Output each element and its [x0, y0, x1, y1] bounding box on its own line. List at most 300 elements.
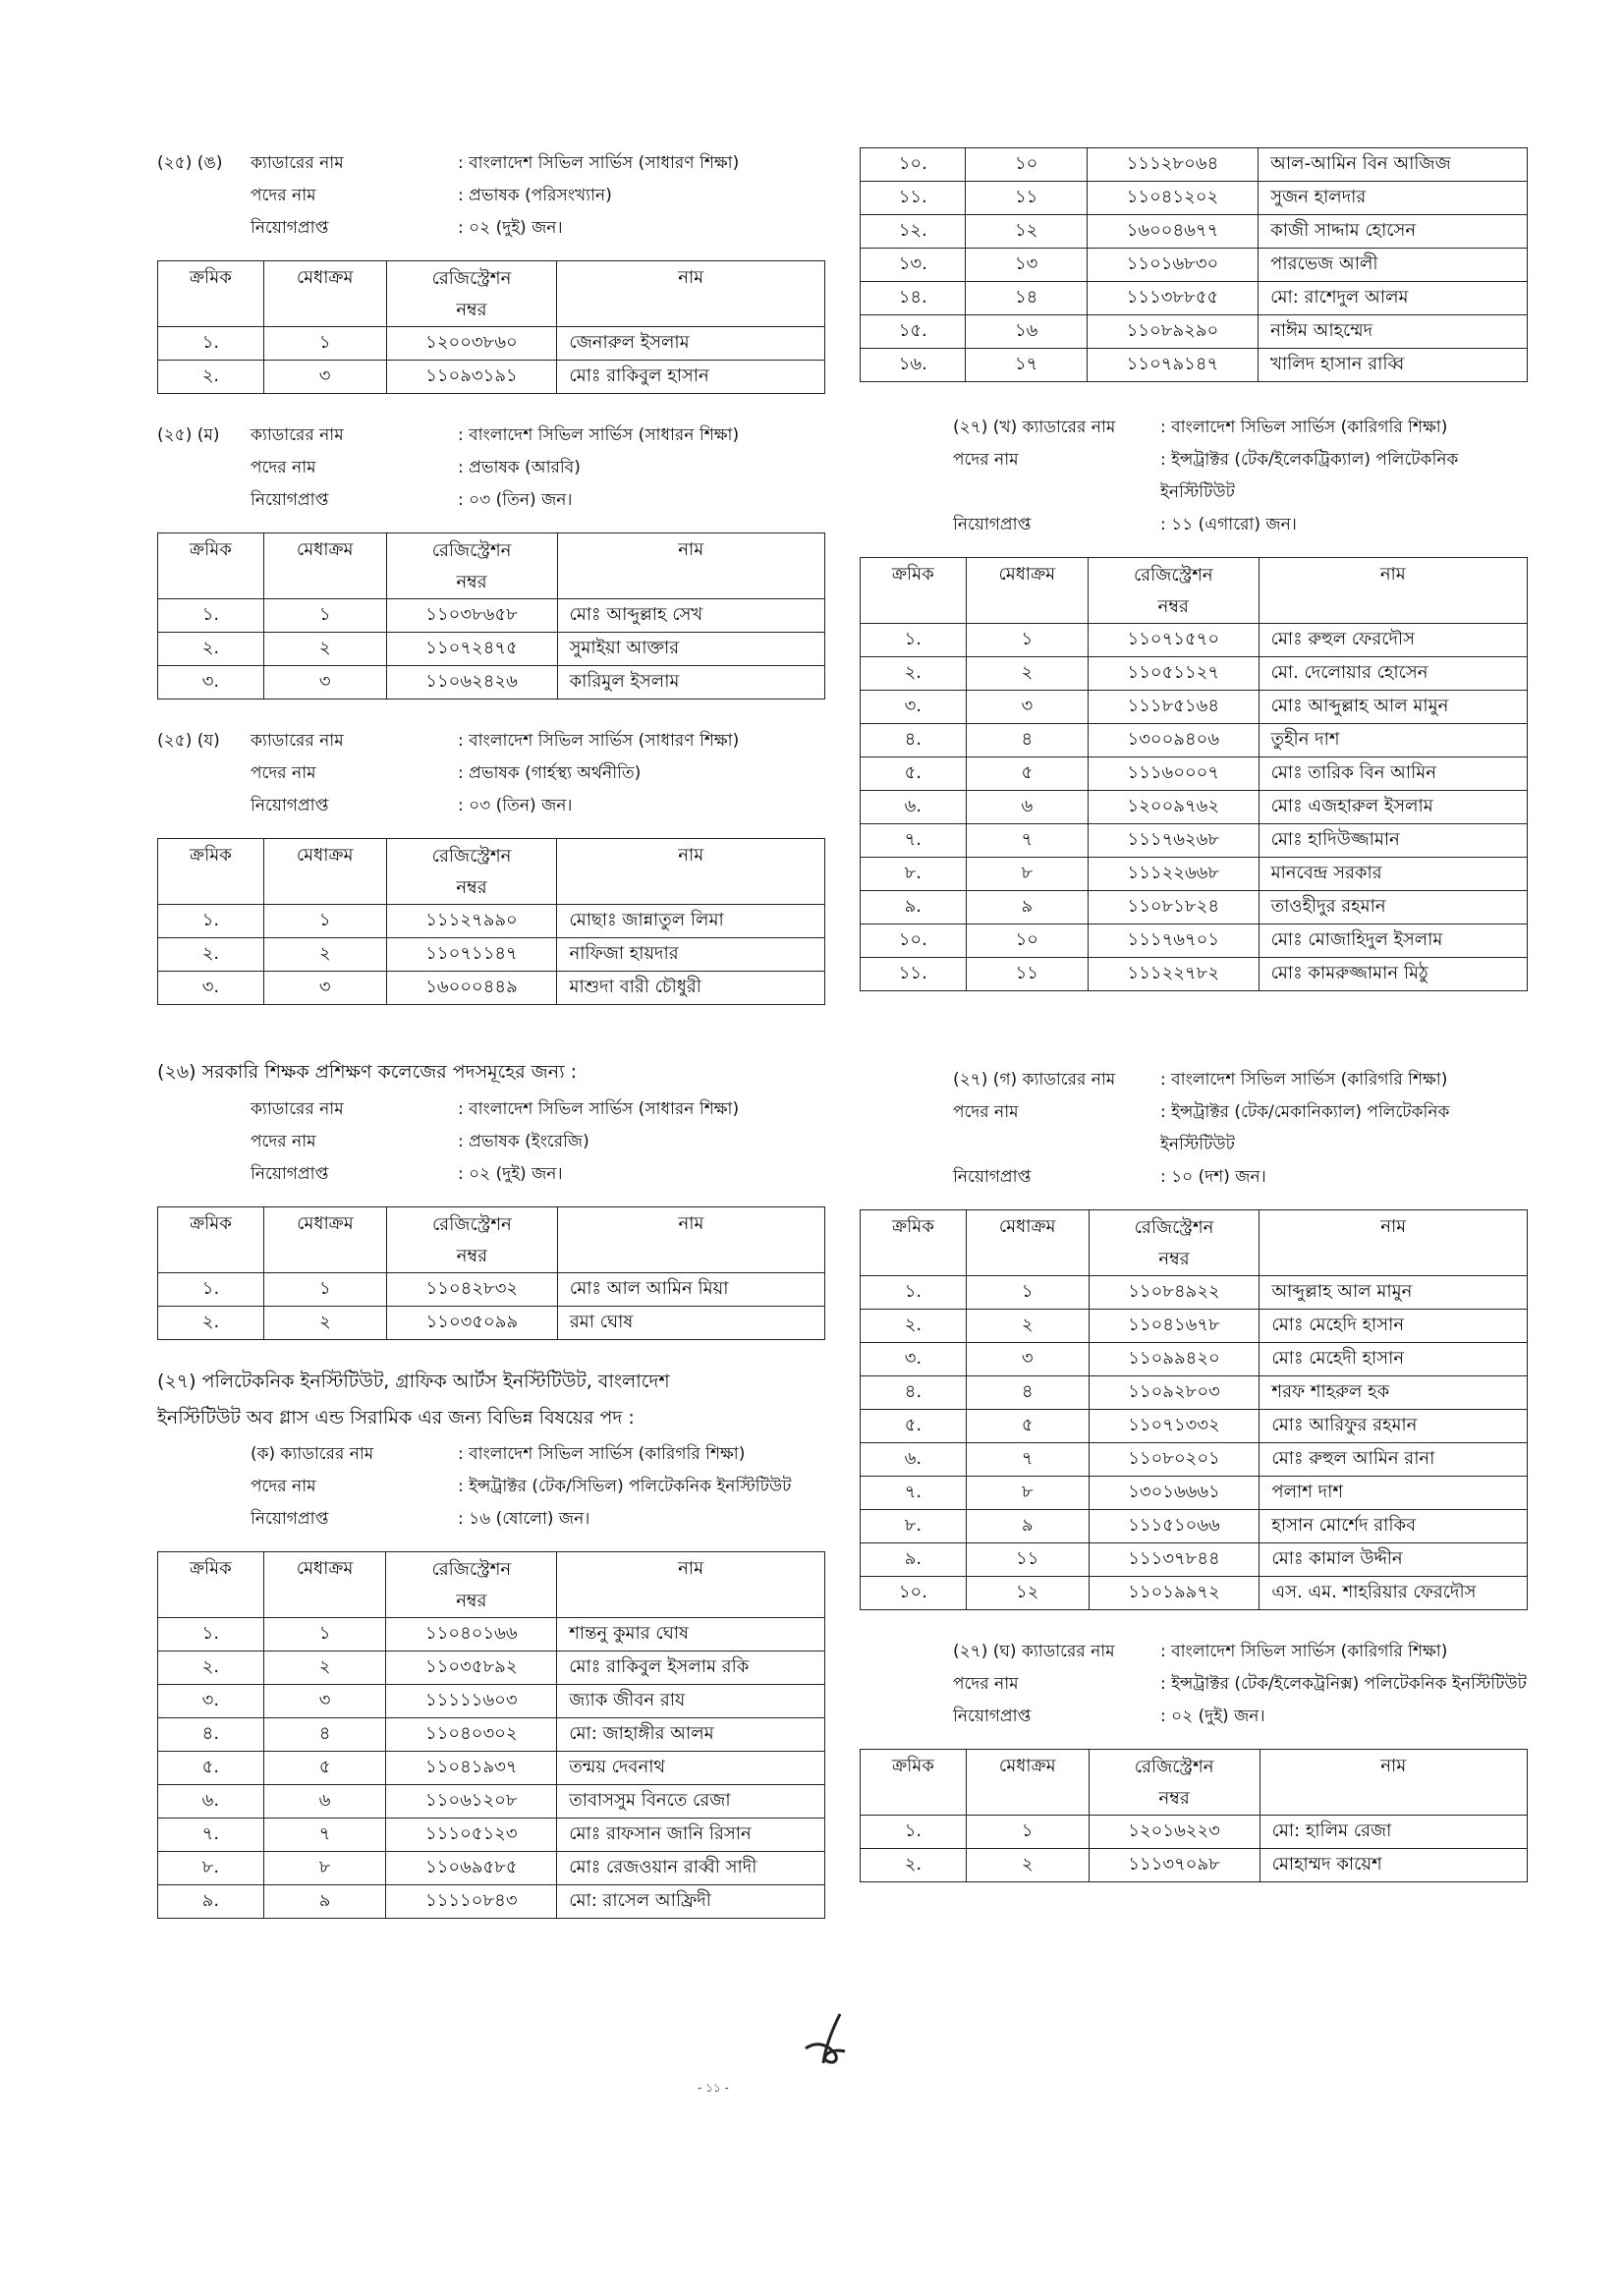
meta-block	[157, 147, 825, 245]
cell-registration: ১২০০৩৮৬০	[386, 327, 557, 361]
table-body	[158, 1618, 825, 1919]
cell-merit: ৩	[966, 691, 1088, 724]
cell-merit: ১১	[966, 182, 1087, 215]
meta-value: : বাংলাদেশ সিভিল সার্ভিস (সাধারণ শিক্ষা)	[458, 153, 740, 173]
cell-registration: ১১১৬০০০৭	[1089, 757, 1260, 791]
cell-registration: ১১০৬৯৫৮৫	[386, 1852, 557, 1885]
cell-registration: ১১০৩৫৮৯২	[386, 1652, 557, 1685]
cell-serial: ১৫.	[861, 315, 966, 349]
cell-name: তাবাসসুম বিনতে রেজা	[557, 1785, 825, 1819]
cell-merit: ৩	[263, 972, 386, 1005]
header-registration-line-2: নম্বর	[456, 300, 487, 320]
page-number: - ১১ -	[698, 2081, 729, 2095]
header-registration-line-1: রেজিস্ট্রেশন	[1134, 1217, 1214, 1238]
cell-serial: ১১.	[861, 958, 967, 991]
cell-merit: ১	[263, 1618, 386, 1652]
cell-serial: ১১.	[861, 182, 966, 215]
header-registration-line-2: নম্বর	[456, 877, 487, 898]
table-row	[861, 1310, 1528, 1343]
header-merit: মেধাক্রম	[263, 261, 386, 327]
table-header	[861, 1750, 1528, 1816]
meta-value: : প্রভাষক (আরবি)	[458, 458, 581, 477]
meta-label: (২৭) (ঘ) ক্যাডারের নাম	[953, 1642, 1115, 1661]
cell-name: কারিমুল ইসলাম	[557, 666, 824, 700]
cell-serial: ২.	[158, 1652, 264, 1685]
cell-registration: ১৬০০০৪৪৯	[386, 972, 557, 1005]
cell-name: জেনারুল ইসলাম	[557, 327, 825, 361]
meta-label: পদের নাম	[953, 450, 1019, 470]
cell-registration: ১১০৪১৯৩৭	[386, 1752, 557, 1785]
table-row	[158, 1273, 825, 1307]
meta-label: পদের নাম	[953, 1674, 1019, 1694]
table-header	[158, 533, 825, 599]
meta-value: : বাংলাদেশ সিভিল সার্ভিস (সাধারন শিক্ষা)	[458, 1099, 740, 1119]
meta-block	[157, 420, 825, 517]
header-row	[158, 261, 825, 327]
meta-label: নিয়োগপ্রাপ্ত	[251, 1164, 329, 1184]
meta-spacer	[442, 452, 458, 484]
cell-merit: ৪	[966, 724, 1088, 757]
cell-registration: ১১০৭১৩৩২	[1089, 1410, 1260, 1443]
meta-spacer	[442, 180, 458, 212]
table-row	[861, 1343, 1528, 1376]
cell-serial: ৭.	[158, 1819, 264, 1852]
header-merit: মেধাক্রম	[966, 1210, 1089, 1276]
section-code: (২৫) (য)	[157, 731, 220, 751]
cell-name: মোঃ মেহেদি হাসান	[1260, 1310, 1528, 1343]
cell-serial: ৪.	[861, 1376, 967, 1410]
cell-registration: ১১০৪১২০২	[1087, 182, 1258, 215]
cell-name: খালিদ হাসান রাব্বি	[1259, 349, 1528, 382]
cell-serial: ৯.	[158, 1885, 264, 1919]
meta-value: : বাংলাদেশ সিভিল সার্ভিস (সাধারণ শিক্ষা)	[458, 731, 740, 751]
cell-registration: ১১১২২৬৬৮	[1089, 858, 1260, 891]
meta-value: : ০৩ (তিন) জন।	[458, 796, 573, 815]
cell-serial: ৩.	[861, 1343, 967, 1376]
header-name: নাম	[1260, 1210, 1528, 1276]
cell-merit: ২	[966, 1310, 1089, 1343]
cell-merit: ১৬	[966, 315, 1087, 349]
cell-serial: ৩.	[158, 1685, 264, 1718]
meta-block	[157, 1438, 825, 1536]
table-row	[158, 972, 825, 1005]
meta-value: : ০২ (দুই) জন।	[458, 218, 563, 238]
cell-name: মোঃ মেহেদী হাসান	[1260, 1343, 1528, 1376]
meta-spacer	[1145, 1636, 1160, 1668]
header-registration-line-1: রেজিস্ট্রেশন	[1133, 565, 1213, 586]
table-row	[861, 791, 1528, 824]
cell-name: মোঃ রুহুল আমিন রানা	[1260, 1443, 1528, 1477]
cell-registration: ১২০০৯৭৬২	[1089, 791, 1260, 824]
meta-spacer	[442, 484, 458, 517]
results-table	[157, 838, 825, 1005]
cell-serial: ৪.	[158, 1718, 264, 1752]
cell-registration: ১১১৩৮৮৫৫	[1087, 282, 1258, 315]
cell-registration: ১১০১৬৮৩০	[1087, 249, 1258, 282]
cell-merit: ৮	[966, 1477, 1089, 1510]
cell-name: মো: রাশেদুল আলম	[1259, 282, 1528, 315]
cell-registration: ১১০১৯৯৭২	[1089, 1577, 1260, 1610]
table-row	[861, 282, 1528, 315]
meta-label: ক্যাডারের নাম	[251, 1099, 344, 1119]
table-row	[158, 1307, 825, 1340]
section-code	[157, 452, 251, 484]
cell-merit: ১	[966, 1276, 1089, 1310]
meta-block	[860, 412, 1528, 541]
cell-name: আব্দুল্লাহ আল মামুন	[1260, 1276, 1528, 1310]
meta-spacer	[442, 147, 458, 180]
table-row	[861, 215, 1528, 249]
cell-registration: ১৩০১৬৬৬১	[1089, 1477, 1260, 1510]
results-table	[860, 147, 1528, 382]
meta-label: ক্যাডারের নাম	[251, 731, 344, 751]
cell-serial: ১৩.	[861, 249, 966, 282]
cell-name: তাওহীদুর রহমান	[1259, 891, 1527, 924]
header-registration-line-1: রেজিস্ট্রেশন	[432, 1214, 512, 1235]
cell-merit: ৩	[263, 1685, 386, 1718]
cell-registration: ১৬০০৪৬৭৭	[1087, 215, 1258, 249]
cell-serial: ১.	[158, 599, 264, 633]
cell-merit: ১০	[966, 148, 1087, 182]
cell-merit: ৩	[966, 1343, 1089, 1376]
meta-label: নিয়োগপ্রাপ্ত	[251, 1509, 329, 1529]
header-registration-line-2: নম্বর	[1158, 1788, 1190, 1809]
header-row	[861, 1750, 1528, 1816]
header-row	[158, 1552, 825, 1618]
cell-merit: ১	[263, 327, 386, 361]
section-intro-line-2: ইনস্টিটিউট অব গ্লাস এন্ড সিরামিক এর জন্য বিভিন্ন বিষয়ের পদ :	[157, 1407, 635, 1428]
results-table	[860, 557, 1528, 991]
cell-serial: ২.	[158, 361, 264, 394]
cell-name: কাজী সাদ্দাম হোসেন	[1259, 215, 1528, 249]
meta-label: নিয়োগপ্রাপ্ত	[953, 1167, 1032, 1187]
results-table	[860, 1209, 1528, 1610]
header-serial: ক্রমিক	[158, 839, 264, 905]
meta-block	[860, 1636, 1528, 1733]
meta-block	[860, 1064, 1528, 1194]
meta-value: : বাংলাদেশ সিভিল সার্ভিস (কারিগরি শিক্ষা)	[1160, 1642, 1448, 1661]
cell-name: মোঃ রুহুল ফেরদৌস	[1259, 624, 1527, 657]
header-registration	[386, 1207, 557, 1273]
cell-serial: ১.	[861, 624, 967, 657]
meta-spacer	[442, 1503, 458, 1536]
cell-merit: ৪	[263, 1718, 386, 1752]
section-25-u	[157, 147, 825, 394]
table-row	[861, 249, 1528, 282]
cell-serial: ৩.	[158, 666, 264, 700]
section-25-m	[157, 420, 825, 700]
cell-serial: ৮.	[861, 858, 967, 891]
section-code	[860, 1636, 953, 1668]
cell-merit: ২	[263, 633, 386, 666]
section-25-y	[157, 725, 825, 1005]
cell-serial: ৭.	[861, 824, 967, 858]
header-registration	[386, 261, 557, 327]
header-row	[158, 1207, 825, 1273]
cell-registration: ১১০৭১৫৭০	[1089, 624, 1260, 657]
table-row	[861, 624, 1528, 657]
cell-registration: ১১০৮৪৯২২	[1089, 1276, 1260, 1310]
meta-spacer	[1145, 1701, 1160, 1733]
meta-value: : বাংলাদেশ সিভিল সার্ভিস (কারিগরি শিক্ষা)	[458, 1444, 746, 1464]
meta-spacer	[442, 725, 458, 757]
table-row	[158, 1785, 825, 1819]
table-row	[861, 1510, 1528, 1543]
table-row	[861, 1410, 1528, 1443]
header-serial: ক্রমিক	[158, 1552, 264, 1618]
cell-serial: ১০.	[861, 148, 966, 182]
cell-serial: ১.	[158, 327, 264, 361]
cell-serial: ২.	[158, 938, 264, 972]
header-merit: মেধাক্রম	[966, 1750, 1089, 1816]
meta-block	[157, 1093, 825, 1191]
header-registration-line-1: রেজিস্ট্রেশন	[431, 268, 512, 289]
cell-name: শরফ শাহরুল হক	[1260, 1376, 1528, 1410]
header-row	[861, 1210, 1528, 1276]
meta-spacer	[1145, 1161, 1160, 1194]
meta-label: পদের নাম	[251, 1132, 316, 1151]
meta-label: (২৭) (গ) ক্যাডারের নাম	[953, 1070, 1116, 1090]
table-row	[158, 1652, 825, 1685]
meta-spacer	[442, 790, 458, 822]
table-header	[158, 261, 825, 327]
section-code	[860, 1668, 953, 1701]
cell-name: মো: রাসেল আফ্রিদী	[557, 1885, 825, 1919]
cell-name: মোঃ রাকিবুল হাসান	[557, 361, 825, 394]
section-code	[157, 1438, 251, 1471]
meta-value: : ইন্সট্রাক্টর (টেক/ইলেকট্রনিক্স) পলিটেকনিক ইনস্টিটিউট	[1160, 1674, 1527, 1694]
cell-serial: ৭.	[861, 1477, 967, 1510]
header-registration-line-2: নম্বর	[1157, 596, 1189, 617]
cell-registration: ১১১২৮০৬৪	[1087, 148, 1258, 182]
table-row	[158, 1685, 825, 1718]
header-serial: ক্রমিক	[158, 533, 264, 599]
header-merit: মেধাক্রম	[263, 1552, 386, 1618]
cell-name: মোঃ আল আমিন মিয়া	[557, 1273, 824, 1307]
section-intro-line-1: (২৭) পলিটেকনিক ইনস্টিটিউট, গ্রাফিক আর্টস ইনস্টিটিউট, বাংলাদেশ	[157, 1371, 670, 1392]
meta-value: : ১১ (এগারো) জন।	[1160, 515, 1297, 534]
meta-value: : ০২ (দুই) জন।	[1160, 1707, 1265, 1726]
cell-registration: ১১১৭৬৭০১	[1089, 924, 1260, 958]
cell-serial: ৩.	[158, 972, 264, 1005]
section-code	[860, 444, 953, 509]
cell-serial: ৬.	[861, 791, 967, 824]
table-row	[861, 924, 1528, 958]
cell-merit: ২	[966, 1849, 1089, 1882]
header-serial: ক্রমিক	[158, 261, 264, 327]
meta-value: : বাংলাদেশ সিভিল সার্ভিস (সাধারন শিক্ষা)	[458, 425, 740, 445]
section-code	[157, 790, 251, 822]
meta-value: : ১৬ (ষোলো) জন।	[458, 1509, 590, 1529]
cell-name: আল-আমিন বিন আজিজ	[1259, 148, 1528, 182]
section-27-g	[860, 1064, 1528, 1610]
header-name: নাম	[557, 261, 825, 327]
cell-serial: ৮.	[158, 1852, 264, 1885]
cell-registration: ১১০৮১৮২৪	[1089, 891, 1260, 924]
cell-merit: ৮	[263, 1852, 386, 1885]
cell-serial: ১.	[861, 1276, 967, 1310]
section-code	[157, 1158, 251, 1191]
header-serial: ক্রমিক	[861, 1750, 967, 1816]
table-row	[861, 691, 1528, 724]
cell-merit: ৫	[966, 1410, 1089, 1443]
cell-serial: ৪.	[861, 724, 967, 757]
results-table	[860, 1749, 1528, 1882]
meta-block	[157, 725, 825, 822]
cell-merit: ৯	[966, 1510, 1089, 1543]
cell-name: মোঃ আব্দুল্লাহ সেখ	[557, 599, 824, 633]
meta-label: নিয়োগপ্রাপ্ত	[953, 515, 1032, 534]
table-row	[158, 1819, 825, 1852]
table-row	[861, 757, 1528, 791]
section-27-gh	[860, 1636, 1528, 1882]
table-row	[861, 1849, 1528, 1882]
table-row	[861, 1816, 1528, 1849]
meta-spacer	[442, 1158, 458, 1191]
table-row	[158, 1852, 825, 1885]
cell-name: মো: জাহাঙ্গীর আলম	[557, 1718, 825, 1752]
meta-label: ক্যাডারের নাম	[251, 153, 344, 173]
table-row	[158, 1618, 825, 1652]
section-code	[157, 484, 251, 517]
cell-merit: ৬	[263, 1785, 386, 1819]
section-code	[157, 1093, 251, 1126]
meta-spacer	[442, 757, 458, 790]
cell-merit: ৮	[966, 858, 1088, 891]
cell-name: মাশুদা বারী চৌধুরী	[557, 972, 825, 1005]
results-table	[157, 260, 825, 394]
table-row	[861, 1443, 1528, 1477]
results-table	[157, 532, 825, 700]
meta-spacer	[1145, 412, 1160, 444]
header-merit: মেধাক্রম	[263, 839, 386, 905]
meta-value: : ০৩ (তিন) জন।	[458, 490, 573, 510]
section-27-k-continued	[860, 147, 1528, 382]
cell-name: রমা ঘোষ	[557, 1307, 824, 1340]
header-merit: মেধাক্রম	[263, 533, 386, 599]
header-row	[158, 839, 825, 905]
table-header	[861, 558, 1528, 624]
header-serial: ক্রমিক	[861, 1210, 967, 1276]
meta-value: : ইন্সট্রাক্টর (টেক/সিভিল) পলিটেকনিক ইনস্টিটিউট	[458, 1477, 792, 1496]
cell-merit: ৭	[263, 1819, 386, 1852]
header-name: নাম	[557, 1207, 824, 1273]
cell-registration: ১১০৯৯৪২০	[1089, 1343, 1260, 1376]
cell-serial: ৩.	[861, 691, 967, 724]
cell-name: মোঃ এজহারুল ইসলাম	[1259, 791, 1527, 824]
table-row	[861, 182, 1528, 215]
table-row	[158, 1885, 825, 1919]
meta-label: পদের নাম	[251, 763, 316, 783]
section-code	[157, 212, 251, 245]
meta-spacer	[1145, 1668, 1160, 1701]
table-header	[158, 1207, 825, 1273]
cell-merit: ১২	[966, 1577, 1089, 1610]
cell-merit: ২	[263, 1652, 386, 1685]
meta-spacer	[442, 420, 458, 452]
section-code: (২৫) (ঙ)	[157, 153, 223, 173]
cell-serial: ৮.	[861, 1510, 967, 1543]
meta-label: নিয়োগপ্রাপ্ত	[251, 218, 329, 238]
cell-registration: ১১০৭১১৪৭	[386, 938, 557, 972]
meta-label: নিয়োগপ্রাপ্ত	[953, 1707, 1032, 1726]
header-registration	[386, 1552, 557, 1618]
cell-registration: ১১১১১৬০৩	[386, 1685, 557, 1718]
meta-value: : প্রভাষক (পরিসংখ্যান)	[458, 186, 612, 205]
table-row	[861, 315, 1528, 349]
header-registration	[1089, 558, 1260, 624]
cell-registration: ১১১৫১০৬৬	[1089, 1510, 1260, 1543]
cell-merit: ১১	[966, 1543, 1089, 1577]
section-code	[157, 757, 251, 790]
meta-label: (ক) ক্যাডারের নাম	[251, 1444, 374, 1464]
table-row	[158, 361, 825, 394]
table-row	[158, 938, 825, 972]
table-row	[861, 858, 1528, 891]
cell-serial: ১.	[158, 1273, 264, 1307]
section-code	[157, 1503, 251, 1536]
cell-registration: ১১১২২৭৮২	[1089, 958, 1260, 991]
cell-registration: ১১০৪০১৬৬	[386, 1618, 557, 1652]
cell-serial: ২.	[861, 1849, 967, 1882]
table-row	[861, 1276, 1528, 1310]
meta-label: পদের নাম	[251, 1477, 316, 1496]
section-code	[860, 1161, 953, 1194]
cell-merit: ১৩	[966, 249, 1087, 282]
cell-merit: ২	[263, 1307, 386, 1340]
cell-registration: ১১১৩৭৮৪৪	[1089, 1543, 1260, 1577]
cell-registration: ১৩০০৯৪০৬	[1089, 724, 1260, 757]
cell-name: জ্যাক জীবন রায	[557, 1685, 825, 1718]
table-row	[861, 1477, 1528, 1510]
cell-name: সুজন হালদার	[1259, 182, 1528, 215]
meta-label: নিয়োগপ্রাপ্ত	[251, 796, 329, 815]
meta-spacer	[1145, 1096, 1160, 1161]
meta-label: (২৭) (খ) ক্যাডারের নাম	[953, 418, 1116, 437]
table-row	[158, 327, 825, 361]
table-body	[158, 599, 825, 700]
table-row	[861, 349, 1528, 382]
table-row	[158, 1752, 825, 1785]
cell-name: মানবেন্দ্র সরকার	[1259, 858, 1527, 891]
header-registration-line-2: নম্বর	[456, 572, 487, 592]
cell-merit: ৩	[263, 666, 386, 700]
section-code	[860, 1701, 953, 1733]
cell-serial: ১০.	[861, 1577, 967, 1610]
cell-name: মোঃ কামাল উদ্দীন	[1260, 1543, 1528, 1577]
cell-name: মোঃ হাদিউজ্জামান	[1259, 824, 1527, 858]
table-row	[861, 958, 1528, 991]
table-row	[158, 633, 825, 666]
cell-merit: ৩	[263, 361, 386, 394]
meta-value: : বাংলাদেশ সিভিল সার্ভিস (কারিগরি শিক্ষা)	[1160, 418, 1448, 437]
cell-name: মো. দেলোয়ার হোসেন	[1259, 657, 1527, 691]
cell-serial: ১.	[158, 1618, 264, 1652]
cell-registration: ১১০৯৩১৯১	[386, 361, 557, 394]
cell-merit: ২	[966, 657, 1088, 691]
cell-name: মোঃ তারিক বিন আমিন	[1259, 757, 1527, 791]
meta-spacer	[1145, 444, 1160, 509]
results-table	[157, 1551, 825, 1919]
meta-value: : ০২ (দুই) জন।	[458, 1164, 563, 1184]
table-header	[158, 1552, 825, 1618]
cell-merit: ৭	[966, 1443, 1089, 1477]
cell-merit: ১	[263, 905, 386, 938]
header-merit: মেধাক্রম	[966, 558, 1088, 624]
cell-merit: ১১	[966, 958, 1088, 991]
header-registration-line-2: নম্বর	[456, 1591, 487, 1611]
cell-merit: ৭	[966, 824, 1088, 858]
